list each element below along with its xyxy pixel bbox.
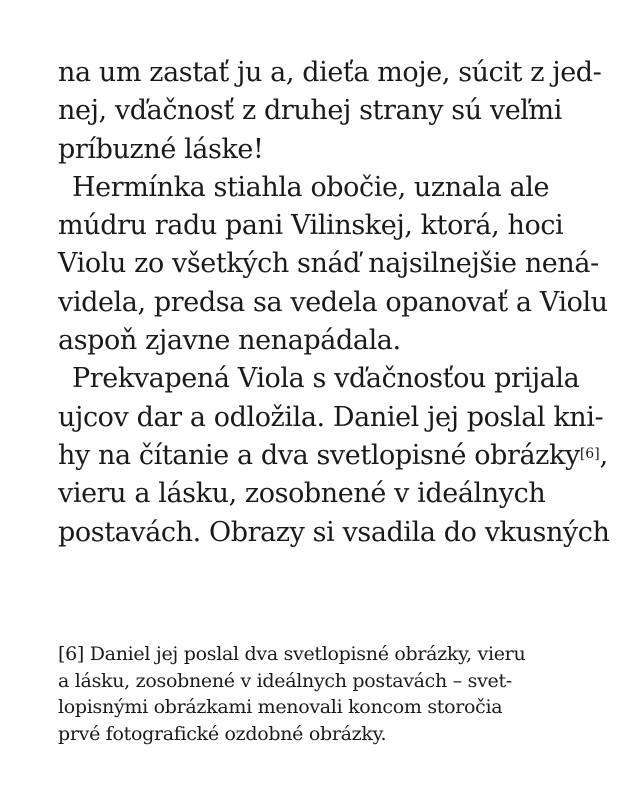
text-line: na um zastať ju a, dieťa moje, súcit z jed-	[58, 57, 602, 88]
footnote-line: prvé fotografické ozdobné obrázky.	[58, 722, 387, 745]
footnote-line: [6] Daniel jej poslal dva svetlopisné obrázky, vieru	[58, 643, 526, 665]
text-line: Violu zo všetkých snáď najsilnejšie nená-	[58, 248, 599, 280]
text-line-with-footnote	[58, 437, 608, 475]
text-line: aspoň zjavne nenapádala.	[58, 325, 401, 357]
text-line: príbuzné láske!	[58, 133, 264, 165]
text-line-suffix: ,	[599, 439, 608, 471]
text-line: ujcov dar a odložila. Daniel jej poslal kni-	[58, 401, 604, 433]
text-line: postavách. Obrazy si vsadila do vkusných	[58, 516, 610, 548]
footnote-line: lopisnými obrázkami menovali koncom storočia	[58, 696, 503, 718]
text-line: videla, predsa sa vedela opanovať a Violu	[58, 286, 608, 318]
paragraph-start-line: Prekvapená Viola s vďačnosťou prijala	[72, 363, 580, 395]
paragraph-start-line: Hermínka stiahla obočie, uznala ale	[72, 171, 550, 203]
body-text	[58, 54, 610, 552]
text-line-content: hy na čítanie a dva svetlopisné obrázky	[58, 439, 580, 471]
text-line: vieru a lásku, zosobnené v ideálnych	[58, 478, 546, 510]
text-line: múdru radu pani Vilinskej, ktorá, hoci	[58, 210, 564, 242]
text-line: nej, vďačnosť z druhej strany sú veľmi	[58, 95, 562, 127]
footnote-line: a lásku, zosobnené v ideálnych postavách – svet-	[58, 669, 512, 692]
footnote-reference[interactable]: [6]	[579, 445, 600, 462]
footnote	[58, 641, 598, 747]
